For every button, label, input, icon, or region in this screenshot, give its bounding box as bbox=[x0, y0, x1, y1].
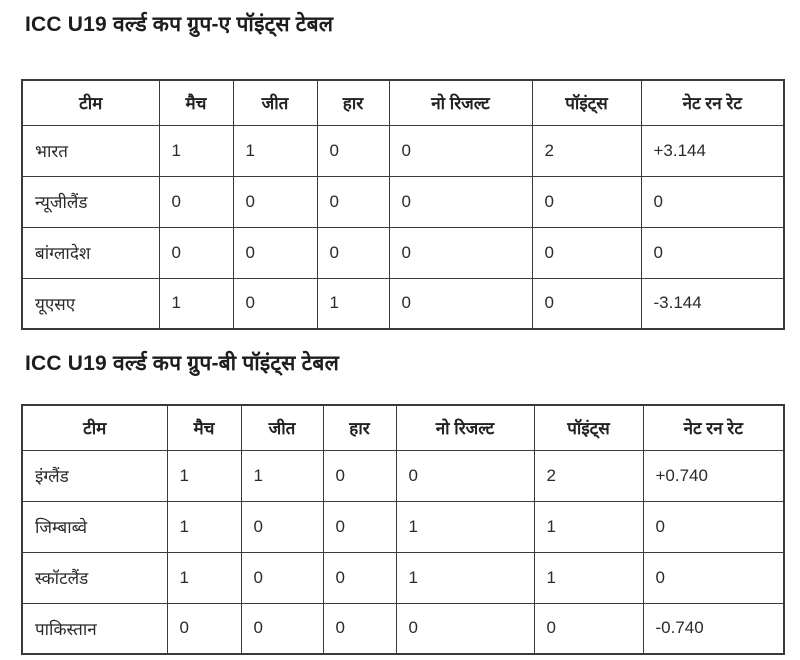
column-header: नो रिजल्ट bbox=[396, 405, 534, 450]
stat-cell: 0 bbox=[389, 176, 532, 227]
group-b-title: ICC U19 वर्ल्ड कप ग्रुप-बी पॉइंट्स टेबल bbox=[25, 352, 340, 375]
team-name-cell: इंग्लैंड bbox=[22, 450, 167, 501]
column-header: मैच bbox=[159, 80, 233, 125]
group-a-title: ICC U19 वर्ल्ड कप ग्रुप-ए पॉइंट्स टेबल bbox=[25, 13, 334, 36]
stat-cell: +0.740 bbox=[643, 450, 784, 501]
column-header: नो रिजल्ट bbox=[389, 80, 532, 125]
stat-cell: 0 bbox=[323, 450, 396, 501]
stat-cell: 0 bbox=[389, 125, 532, 176]
stat-cell: 0 bbox=[323, 501, 396, 552]
stat-cell: 1 bbox=[534, 552, 643, 603]
stat-cell: 0 bbox=[396, 450, 534, 501]
table-row bbox=[22, 501, 784, 552]
column-header: टीम bbox=[22, 80, 159, 125]
team-name-cell: यूएसए bbox=[22, 278, 159, 329]
group-a-section bbox=[21, 12, 800, 330]
stat-cell: -3.144 bbox=[641, 278, 784, 329]
column-header: नेट रन रेट bbox=[641, 80, 784, 125]
stat-cell: 1 bbox=[159, 125, 233, 176]
team-name-cell: भारत bbox=[22, 125, 159, 176]
stat-cell: 1 bbox=[167, 552, 241, 603]
stat-cell: 0 bbox=[159, 176, 233, 227]
table-row bbox=[22, 450, 784, 501]
stat-cell: 0 bbox=[389, 227, 532, 278]
column-header: पॉइंट्स bbox=[534, 405, 643, 450]
team-name-cell: बांग्लादेश bbox=[22, 227, 159, 278]
stat-cell: 2 bbox=[534, 450, 643, 501]
column-header: नेट रन रेट bbox=[643, 405, 784, 450]
stat-cell: 0 bbox=[233, 176, 317, 227]
stat-cell: 0 bbox=[241, 603, 323, 654]
header-row bbox=[22, 80, 784, 125]
group-b-points-table bbox=[21, 404, 785, 655]
table-row bbox=[22, 603, 784, 654]
stat-cell: 1 bbox=[241, 450, 323, 501]
team-name-cell: पाकिस्तान bbox=[22, 603, 167, 654]
stat-cell: 0 bbox=[323, 552, 396, 603]
stat-cell: 0 bbox=[317, 176, 389, 227]
header-row bbox=[22, 405, 784, 450]
stat-cell: 0 bbox=[233, 278, 317, 329]
stat-cell: 0 bbox=[532, 227, 641, 278]
stat-cell: 1 bbox=[396, 501, 534, 552]
group-a-table-body bbox=[22, 125, 784, 329]
group-a-table-head bbox=[22, 80, 784, 125]
stat-cell: 0 bbox=[233, 227, 317, 278]
stat-cell: 1 bbox=[317, 278, 389, 329]
group-b-section bbox=[21, 351, 800, 655]
stat-cell: +3.144 bbox=[641, 125, 784, 176]
team-name-cell: स्कॉटलैंड bbox=[22, 552, 167, 603]
stat-cell: 1 bbox=[159, 278, 233, 329]
stat-cell: 0 bbox=[317, 125, 389, 176]
column-header: टीम bbox=[22, 405, 167, 450]
table-row bbox=[22, 552, 784, 603]
team-name-cell: न्यूजीलैंड bbox=[22, 176, 159, 227]
stat-cell: 1 bbox=[167, 501, 241, 552]
stat-cell: 0 bbox=[389, 278, 532, 329]
stat-cell: 0 bbox=[241, 552, 323, 603]
stat-cell: 0 bbox=[241, 501, 323, 552]
column-header: हार bbox=[317, 80, 389, 125]
table-row bbox=[22, 125, 784, 176]
stat-cell: 1 bbox=[534, 501, 643, 552]
stat-cell: 0 bbox=[643, 552, 784, 603]
stat-cell: 0 bbox=[167, 603, 241, 654]
stat-cell: 0 bbox=[317, 227, 389, 278]
stat-cell: 0 bbox=[532, 278, 641, 329]
stat-cell: 0 bbox=[643, 501, 784, 552]
stat-cell: 0 bbox=[323, 603, 396, 654]
column-header: जीत bbox=[233, 80, 317, 125]
stat-cell: 0 bbox=[532, 176, 641, 227]
column-header: मैच bbox=[167, 405, 241, 450]
stat-cell: 2 bbox=[532, 125, 641, 176]
stat-cell: 1 bbox=[396, 552, 534, 603]
column-header: हार bbox=[323, 405, 396, 450]
group-b-table-body bbox=[22, 450, 784, 654]
stat-cell: 0 bbox=[396, 603, 534, 654]
table-row bbox=[22, 278, 784, 329]
team-name-cell: जिम्बाब्वे bbox=[22, 501, 167, 552]
stat-cell: 0 bbox=[159, 227, 233, 278]
stat-cell: -0.740 bbox=[643, 603, 784, 654]
stat-cell: 0 bbox=[534, 603, 643, 654]
stat-cell: 1 bbox=[233, 125, 317, 176]
group-b-table-head bbox=[22, 405, 784, 450]
stat-cell: 1 bbox=[167, 450, 241, 501]
column-header: जीत bbox=[241, 405, 323, 450]
table-row bbox=[22, 227, 784, 278]
group-a-points-table bbox=[21, 79, 785, 330]
table-row bbox=[22, 176, 784, 227]
column-header: पॉइंट्स bbox=[532, 80, 641, 125]
stat-cell: 0 bbox=[641, 227, 784, 278]
stat-cell: 0 bbox=[641, 176, 784, 227]
